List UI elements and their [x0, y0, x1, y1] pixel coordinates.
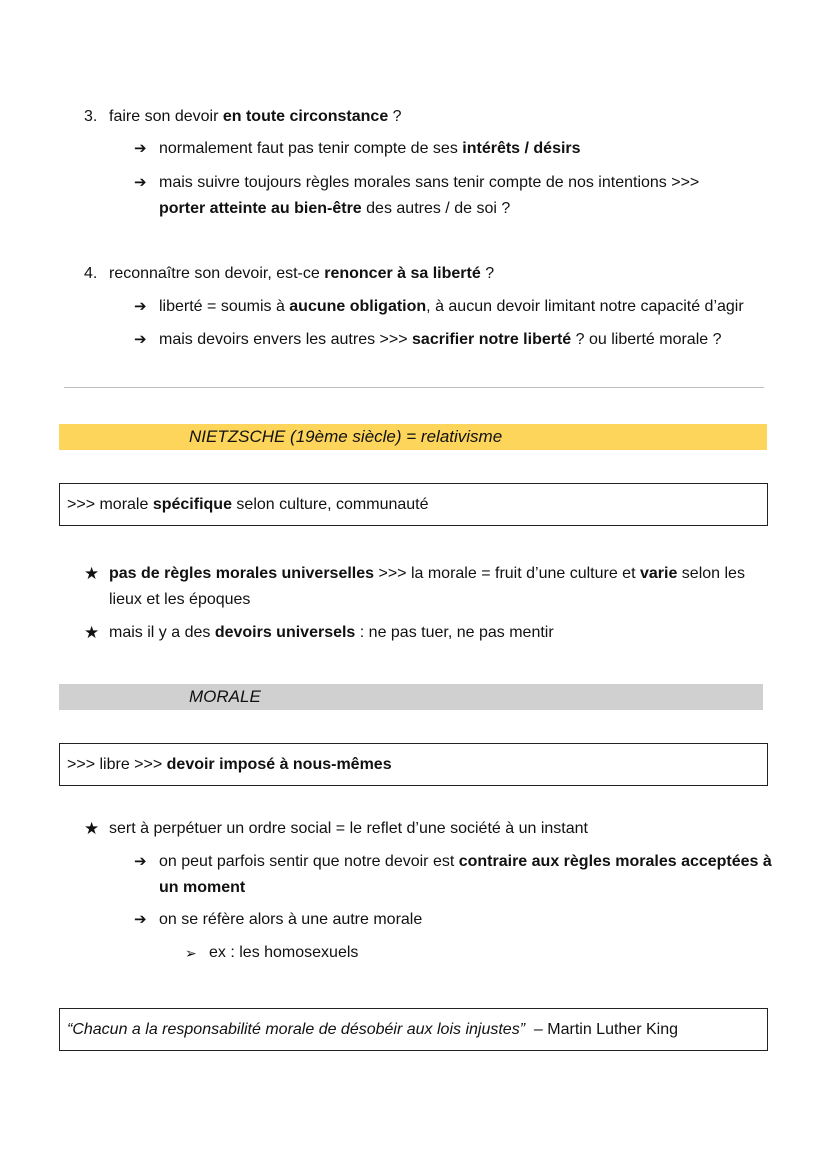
arrow-icon: ➔ [134, 911, 147, 928]
q3-point-2: mais suivre toujours règles morales sans tenir compte de nos intentions >>> porter atteinte au bien-être des autres / de soi ? [159, 174, 700, 217]
divider [64, 387, 764, 388]
morale-point-1: sert à perpétuer un ordre social = le reflet d’une société à un instant [109, 820, 588, 837]
list-number: 4. [84, 265, 98, 282]
star-icon: ★ [84, 819, 100, 838]
morale-subpoint-2: on se réfère alors à une autre morale [159, 911, 423, 928]
morale-subpoint-1: on peut parfois sentir que notre devoir est contraire aux règles morales acceptées à un moment [159, 853, 772, 896]
question-4: reconnaître son devoir, est-ce renoncer à sa liberté ? [109, 265, 495, 282]
arrow-icon: ➔ [134, 140, 147, 157]
arrow-icon: ➔ [134, 298, 147, 315]
nietzsche-point-2: mais il y a des devoirs universels : ne pas tuer, ne pas mentir [109, 624, 554, 641]
nietzsche-point-1: pas de règles morales universelles >>> la morale = fruit d’une culture et varie selon les lieux et les époques [109, 565, 745, 608]
q3-point-1: normalement faut pas tenir compte de ses intérêts / désirs [159, 140, 581, 157]
sub-arrow-icon: ➢ [185, 945, 197, 961]
quote-box [59, 1008, 768, 1051]
section-title: MORALE [189, 687, 261, 706]
section-title: NIETZSCHE (19ème siècle) = relativisme [189, 427, 503, 446]
definition-text: >>> morale spécifique selon culture, communauté [67, 496, 429, 513]
example-text: ex : les homosexuels [209, 944, 359, 961]
arrow-icon: ➔ [134, 174, 147, 191]
definition-text: >>> libre >>> devoir imposé à nous-mêmes [67, 756, 392, 773]
arrow-icon: ➔ [134, 331, 147, 348]
definition-box [59, 743, 768, 786]
star-icon: ★ [84, 623, 100, 642]
question-3: faire son devoir en toute circonstance ? [109, 108, 402, 125]
definition-box [59, 483, 768, 526]
q4-point-2: mais devoirs envers les autres >>> sacrifier notre liberté ? ou liberté morale ? [159, 331, 722, 348]
arrow-icon: ➔ [134, 853, 147, 870]
section-header-morale [59, 684, 763, 710]
q4-point-1: liberté = soumis à aucune obligation, à aucun devoir limitant notre capacité d’agir [159, 298, 744, 315]
section-header-nietzsche [59, 424, 767, 450]
quote-author: – Martin Luther King [533, 1021, 678, 1038]
star-icon: ★ [84, 564, 100, 583]
quote-text: “Chacun a la responsabilité morale de désobéir aux lois injustes” – Martin Luther King [67, 1021, 678, 1038]
list-number: 3. [84, 108, 98, 125]
